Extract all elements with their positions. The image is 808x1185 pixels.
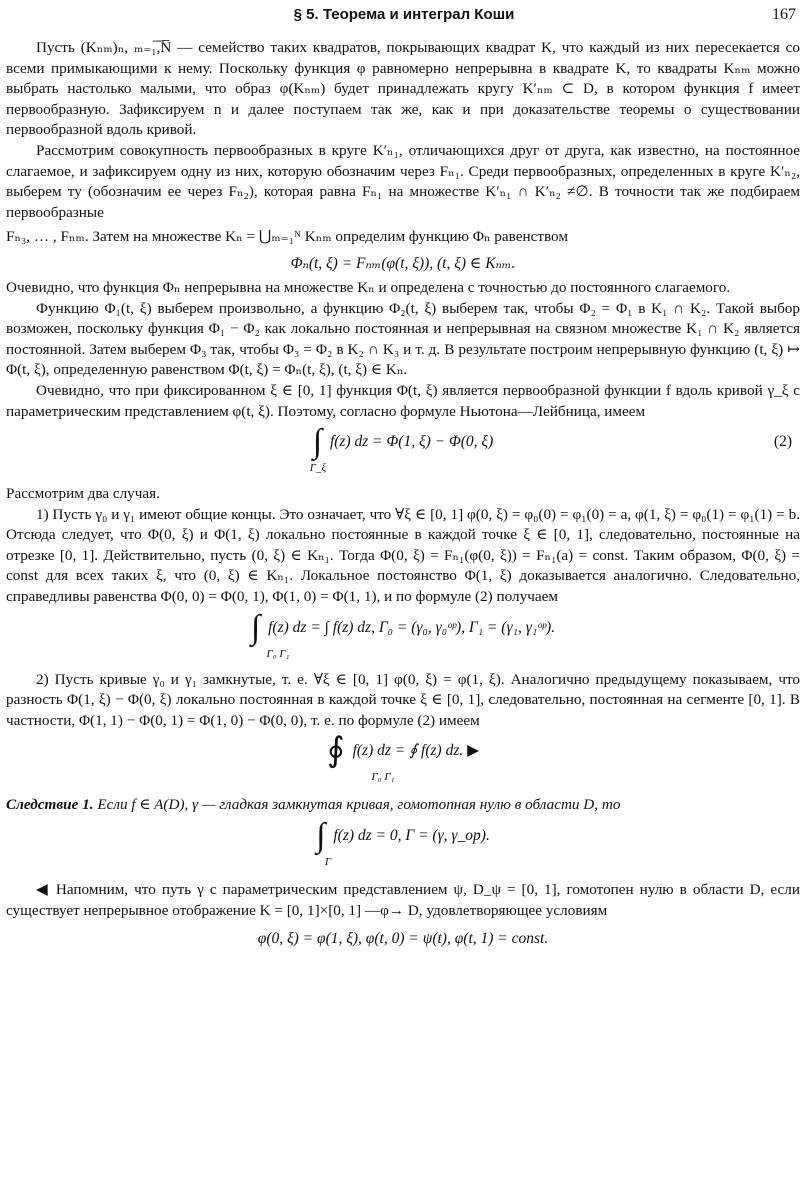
paragraph-3: Fₙ₃, … , Fₙₘ. Затем на множестве Kₙ = ⋃ₘ₌₁ᴺ Kₙₘ определим функцию Φₙ равенством — [6, 228, 568, 246]
formula-phi-n-text: Φₙ(t, ξ) = Fₙₘ(φ(t, ξ)), (t, ξ) ∈ Kₙₘ. — [290, 254, 516, 272]
formula-phi-n — [6, 254, 800, 274]
paragraph-2: Рассмотрим совокупность первообразных в круге K′ₙ₁, отличающихся друг от друга, как известно, на постоянное слагаемое, и зафиксируем одну из них, которую обозначим через Fₙ₁. Среди первообразных, определенных в круге K′ₙ₂, выберем ту (обозначим ее через Fₙ₂), которая равна Fₙ₁ на множестве K′ₙ₁ ∩ K′ₙ₂ ≠∅. В точности так же подбираем первообразные — [6, 141, 800, 221]
formula-eq2-body: f(z) dz = Φ(1, ξ) − Φ(0, ξ) — [329, 433, 494, 451]
formula-final-text: φ(0, ξ) = φ(1, ξ), φ(t, 0) = ψ(t), φ(t, 1) = const. — [257, 930, 549, 948]
integral-sign-case1: ∫ — [250, 608, 261, 646]
integral-sign: ∫ — [312, 423, 323, 461]
corollary-text: Если f ∈ A(D), γ — гладкая замкнутая кривая, гомотопная нулю в области D, то — [97, 796, 621, 814]
formula-case2-sub — [6, 767, 800, 787]
paragraph-10: ◀ Напомним, что путь γ с параметрическим представлением ψ, D_ψ = [0, 1], гомотопен нулю в области D, если существует непрерывное отображение K = [0, 1]×[0, 1] —φ→ D, удовлетворяющее условиям — [6, 881, 800, 919]
paragraph-7: Рассмотрим два случая. — [6, 485, 160, 503]
integral-sign-corollary: ∫ — [316, 817, 326, 855]
contour-integral-sign: ∮ — [326, 732, 345, 770]
formula-case2-body: f(z) dz = ∮ f(z) dz. ▶ — [352, 742, 480, 760]
formula-case1-body: f(z) dz = ∫ f(z) dz, Γ₀ = (γ₀, γ₀ᵒᵖ), Γ₁ = (γ₁, γ₁ᵒᵖ). — [268, 618, 556, 636]
paragraph-1: Пусть (Kₙₘ)ₙ, ₘ₌₁̅,̅N̅ — семейство таких квадратов, покрывающих квадрат K, что каждый из них пересекается со всеми примыкающими к нему. Поскольку функция φ равномерно непрерывна в квадрате K, то квадраты Kₙₘ можно выбрать настолько малыми, что образ φ(Kₙₘ) будет принадлежать кругу K′ₙₘ ⊂ D, в котором функция f имеет первообразную. Зафиксируем n и далее поступаем так же, как и при доказательстве теоремы о существовании первообразной вдоль кривой. — [6, 39, 800, 139]
formula-eq2-sub — [6, 458, 800, 478]
paragraph-5: Функцию Φ₁(t, ξ) выберем произвольно, а функцию Φ₂(t, ξ) выберем так, чтобы Φ₂ = Φ₁ в K₁ ∩ K₂. Такой выбор возможен, поскольку функция Φ₁ − Φ₂ как локально постоянная и непрерывная на связном множестве K₁ ∩ K₂ является постоянной. Затем выберем Φ₃ так, чтобы Φ₃ = Φ₂ в K₂ ∩ K₃ и т. д. В результате построим непрерывную функцию (t, ξ) ↦ Φ(t, ξ), определенную равенством Φ(t, ξ) = Φₙ(t, ξ), (t, ξ) ∈ Kₙ. — [6, 299, 800, 379]
page-number: 167 — [772, 6, 796, 23]
formula-eq2-sub-text: Γ_ξ — [309, 462, 327, 475]
formula-final — [6, 929, 800, 949]
equation-number: (2) — [773, 433, 792, 451]
paragraph-8: 1) Пусть γ₀ и γ₁ имеют общие концы. Это означает, что ∀ξ ∈ [0, 1] φ(0, ξ) = φ₀(0) = φ₁(0) = a, φ(1, ξ) = φ₀(1) = φ₁(1) = b. Отсюда следует, что Φ(0, ξ) и Φ(1, ξ) локально постоянные в каждой точке ξ ∈ [0, 1], следовательно, постоянные на отрезке [0, 1]. Действительно, пусть (0, ξ) ∈ Kₙ₁. Тогда Φ(0, ξ) = Fₙ₁(φ(0, ξ)) = Fₙ₁(a) = const. Таким образом, Φ(0, ξ) = const для всех таких ξ, что (0, ξ) ∈ Kₙ₁. Локальное постоянство Φ(1, ξ) доказывается аналогично. Следовательно, справедливы равенства Φ(0, 0) = Φ(0, 1), Φ(1, 0) = Φ(1, 1), и по формуле (2) получаем — [6, 505, 800, 606]
corollary — [6, 795, 800, 816]
formula-corollary-body: f(z) dz = 0, Γ = (γ, γ_op). — [333, 827, 490, 845]
page-body — [6, 38, 800, 949]
formula-case2-sub-text: Γ₀ Γ₁ — [371, 771, 395, 784]
formula-corollary-sub — [6, 852, 800, 872]
formula-case1-sub — [6, 644, 800, 664]
formula-case2 — [6, 732, 800, 770]
formula-corollary — [6, 817, 800, 855]
corollary-label: Следствие 1. — [6, 796, 94, 814]
paragraph-4: Очевидно, что функция Φₙ непрерывна на множестве Kₙ и определена с точностью до постоянного слагаемого. — [6, 278, 731, 296]
running-title: § 5. Теорема и интеграл Коши — [293, 6, 515, 23]
formula-eq2 — [6, 423, 800, 461]
formula-corollary-sub-text: Γ — [324, 856, 332, 869]
page-header — [0, 6, 808, 28]
paragraph-6: Очевидно, что при фиксированном ξ ∈ [0, 1] функция Φ(t, ξ) является первообразной функции f вдоль кривой γ_ξ с параметрическим представлением φ(t, ξ). Поэтому, согласно формуле Ньютона—Лейбница, имеем — [6, 381, 800, 420]
formula-case1 — [6, 608, 800, 646]
paragraph-9: 2) Пусть кривые γ₀ и γ₁ замкнутые, т. е. ∀ξ ∈ [0, 1] φ(0, ξ) = φ(1, ξ). Аналогично предыдущему показываем, что разность Φ(1, ξ) − Φ(0, ξ) локально постоянная в каждой точке ξ ∈ [0, 1], следовательно, постоянная на сегменте [0, 1]. В частности, Φ(1, 1) − Φ(0, 1) = Φ(1, 0) − Φ(0, 0), т. е. по формуле (2) имеем — [6, 670, 800, 729]
formula-case1-sub-text: Γ₀ Γ₁ — [266, 647, 290, 660]
